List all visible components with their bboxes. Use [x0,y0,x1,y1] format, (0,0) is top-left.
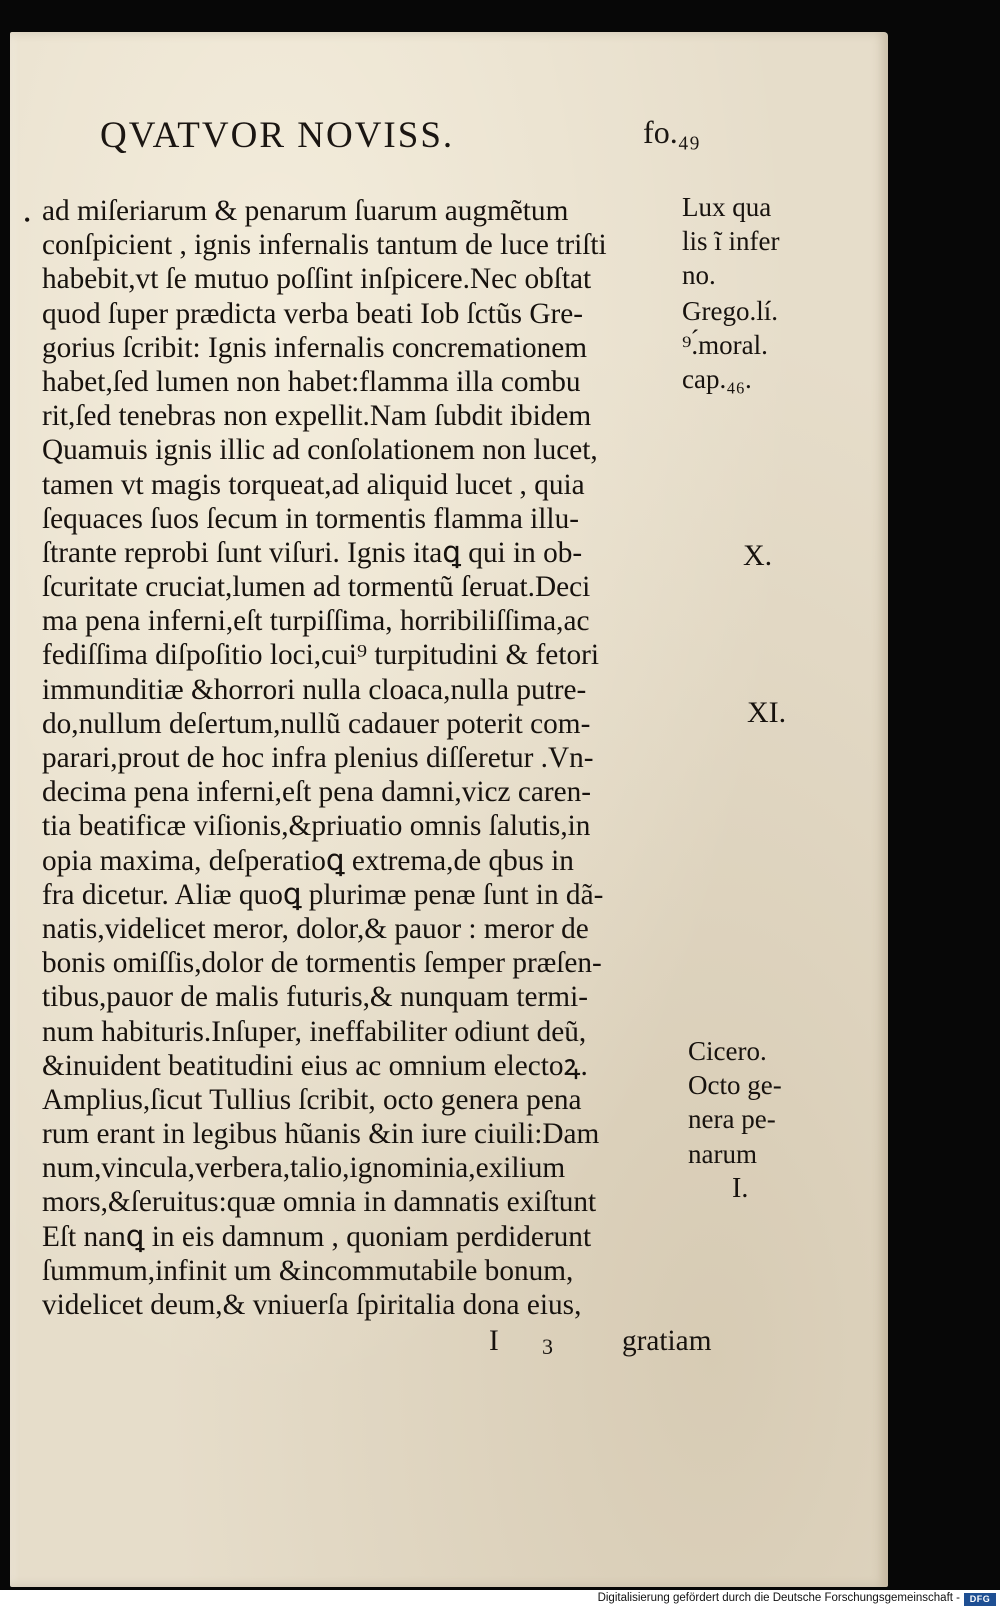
text-line: natis,videlicet meror, dolor,& pauor : meror de [42,912,589,945]
text-line: conſpicient , ignis infernalis tantum de luce triſti [42,229,607,262]
text-line: Quamuis ignis illic ad conſolationem non lucet, [42,434,598,467]
text-line: habet,ſed lumen non habet:flamma illa combu [42,365,581,398]
text-line: ſummum,infinit um &incommutabile bonum, [42,1254,574,1287]
text-line: rum erant in legibus hũanis &in iure ciuili:Dam [42,1118,600,1151]
text-line: num,vincula,verbera,talio,ignominia,exilium [42,1152,566,1185]
running-title: QVATVOR NOVISS. [100,115,455,156]
dfg-logo: DFG [964,1593,996,1606]
text-line: fediſſima diſpoſitio loci,cui⁹ turpitudini & fetori [42,639,599,672]
digitization-footer [0,1590,1000,1609]
catchline [42,1324,742,1358]
text-line: tamen vt magis torqueat,ad aliquid lucet , quia [42,468,585,501]
text-line: ad miſeriarum & penarum ſuarum augmẽtum [42,195,569,227]
margin-numeral-xi: XI. [747,696,787,729]
text-line: videlicet deum,& vniuerſa ſpiritalia dona eius, [42,1289,582,1321]
text-line: gorius ſcribit: Ignis infernalis concremationem [42,331,588,364]
footer-credit-text: Digitalisierung gefördert durch die Deutsche Forschungsgemeinschaft - [597,1592,960,1604]
page-header [90,114,700,176]
text-line: immunditiæ &horrori nulla cloaca,nulla putre- [42,673,587,706]
text-line: mors,&ſeruitus:quæ omnia in damnatis exiſtunt [42,1186,597,1219]
text-line: bonis omiſſis,dolor de tormentis ſemper præſen- [42,947,602,980]
text-line: Eſt nanꝗ in eis damnum , quoniam perdiderunt [42,1220,592,1253]
book-page [10,32,888,1587]
text-line: quod ſuper prædicta verba beati Iob ſctũs Gre- [42,297,583,330]
text-line: tia beatificæ viſionis,&priuatio omnis ſalutis,in [42,810,591,843]
text-line: &inuident beatitudini eius ac omnium electoꝝ. [42,1049,588,1082]
line-marker: • [24,210,31,230]
text-line: ſequaces ſuos ſecum in tormentis flamma illu- [42,502,579,535]
catchword: gratiam [622,1325,712,1357]
margin-numeral-x: X. [743,539,773,572]
text-line: ma pena inferni,eſt turpiſſima, horribiliſſima,ac [42,605,590,638]
folio-number: fo.₄₉ [643,114,700,150]
text-line: Amplius,ſicut Tullius ſcribit, octo genera pena [42,1083,582,1116]
text-line: do,nullum deſertum,nullũ cadauer poterit com- [42,707,591,740]
text-line: ſtrante reprobi ſunt viſuri. Ignis itaꝗ qui in ob- [42,536,583,569]
text-line: habebit,vt ſe mutuo poſſint inſpicere.Nec obſtat [42,263,592,296]
text-line: parari,prout de hoc infra plenius diſſeretur .Vn- [42,742,594,774]
text-line: num habituris.Inſuper, ineffabiliter odiunt deũ, [42,1015,587,1048]
margin-note-gregory: Grego.lí. ⁹.́moral. cap.₄₆. [682,296,778,395]
margin-note-lux: Lux qua lis ĩ infer no. [682,192,780,291]
main-text-column [42,194,712,1359]
margin-numeral-i: I. [732,1173,749,1204]
margin-note-cicero: Cicero. Octo ge- nera pe- narum [688,1036,782,1169]
signature-number: 3 [542,1334,553,1359]
text-line: ſcuritate cruciat,lumen ad tormentũ ſeruat.Deci [42,571,591,604]
text-line: decima pena inferni,eſt pena damni,vicz caren- [42,776,592,809]
text-line: tibus,pauor de malis futuris,& nunquam termi- [42,981,588,1014]
text-line: rit,ſed tenebras non expellit.Nam ſubdit ibidem [42,400,592,433]
signature-mark: I [489,1325,499,1357]
text-line: opia maxima, deſperatioꝗ extrema,de qbus in [42,844,574,877]
text-line: fra dicetur. Aliæ quoꝗ plurimæ penæ ſunt in dã- [42,878,604,911]
